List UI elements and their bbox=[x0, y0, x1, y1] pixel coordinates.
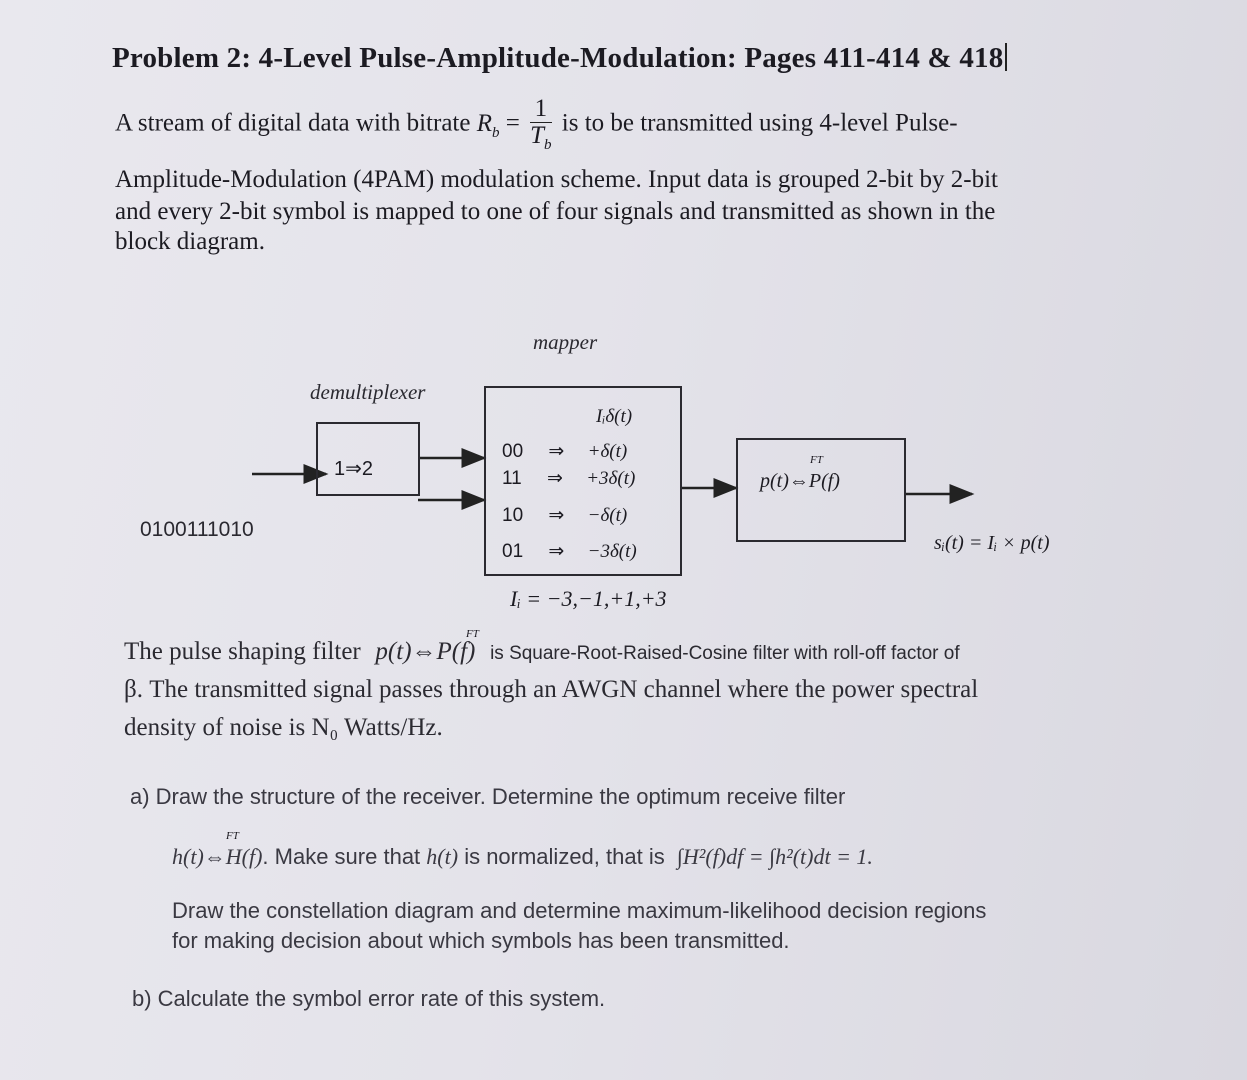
intro-line-1-pre: A stream of digital data with bitrate bbox=[115, 109, 471, 137]
mapping-bits: 01 bbox=[502, 541, 524, 562]
mapping-row-3 bbox=[502, 540, 637, 563]
mapping-signal: −δ(t) bbox=[587, 505, 628, 526]
input-bitstream: 0100111010 bbox=[140, 518, 254, 541]
filter-para-line-1 bbox=[124, 638, 960, 666]
demux-ratio: 1⇒2 bbox=[334, 458, 374, 480]
mapping-arrow: ⇒ bbox=[548, 441, 565, 462]
question-a-mid: . Make sure that bbox=[262, 844, 421, 869]
question-a-line-4: for making decision about which symbols has been transmitted. bbox=[172, 928, 790, 953]
filter-para-line-2: β. The transmitted signal passes through an AWGN channel where the power spectral bbox=[124, 676, 979, 703]
mapping-bits: 10 bbox=[502, 505, 524, 526]
mapping-bits: 00 bbox=[502, 441, 524, 462]
filter-ft-mark: FT bbox=[810, 454, 823, 466]
mapper-label: mapper bbox=[533, 330, 598, 354]
intro-line-3: and every 2-bit symbol is mapped to one of four signals and transmitted as shown in the bbox=[115, 198, 996, 225]
demultiplexer-label: demultiplexer bbox=[310, 380, 426, 404]
mapping-row-2 bbox=[502, 504, 627, 527]
levels-label: Iᵢ = −3,−1,+1,+3 bbox=[510, 586, 667, 611]
mapping-row-1 bbox=[502, 467, 635, 490]
mapping-signal: +3δ(t) bbox=[586, 468, 636, 489]
bitrate-R: R bbox=[476, 109, 492, 137]
bitrate-sub: b bbox=[492, 124, 500, 141]
mapping-signal: −3δ(t) bbox=[587, 541, 637, 562]
question-ft-mark: FT bbox=[226, 830, 239, 842]
mapper-header: Iᵢδ(t) bbox=[596, 406, 633, 427]
question-a-line-2 bbox=[172, 844, 873, 870]
receive-filter-h: h(t) bbox=[426, 844, 459, 869]
intro-line-4: block diagram. bbox=[115, 228, 265, 255]
filter-para-math: p(t)⇔P(f) bbox=[375, 638, 476, 665]
mapping-arrow: ⇒ bbox=[547, 468, 563, 489]
fraction-sub: b bbox=[544, 137, 552, 154]
question-a-post: is normalized, that is bbox=[464, 844, 665, 869]
output-signal-label: sᵢ(t) = Iᵢ × p(t) bbox=[934, 532, 1050, 554]
question-a-line-3: Draw the constellation diagram and determine maximum-likelihood decision regions bbox=[172, 898, 987, 923]
normalization-equation: ∫H²(f)df = ∫h²(t)dt = 1. bbox=[676, 844, 873, 869]
filter-para-line-3: density of noise is N₀ Watts/Hz. bbox=[124, 714, 443, 741]
intro-line-1-post: is to be transmitted using 4-level Pulse- bbox=[561, 109, 958, 137]
filter-label: p(t)⇔P(f) bbox=[760, 470, 840, 492]
problem-title-text: Problem 2: 4-Level Pulse-Amplitude-Modulation: Pages 411-414 & 418 bbox=[112, 42, 1004, 74]
receive-filter-math: h(t)⇔H(f) bbox=[172, 844, 263, 869]
mapping-signal: +δ(t) bbox=[587, 441, 628, 462]
equals-sign: = bbox=[505, 109, 520, 137]
mapping-arrow: ⇒ bbox=[548, 505, 565, 526]
fraction-T: T bbox=[530, 122, 545, 150]
mapping-bits: 11 bbox=[502, 468, 522, 489]
mapping-row-0 bbox=[502, 440, 627, 463]
intro-line-2: Amplitude-Modulation (4PAM) modulation scheme. Input data is grouped 2-bit by 2-bit bbox=[115, 166, 998, 193]
para-ft-mark: FT bbox=[466, 628, 479, 640]
question-b: b) Calculate the symbol error rate of this system. bbox=[132, 986, 606, 1011]
question-a-line-1: a) Draw the structure of the receiver. Determine the optimum receive filter bbox=[130, 784, 846, 809]
fraction-numerator: 1 bbox=[530, 96, 551, 123]
filter-para-pre: The pulse shaping filter bbox=[124, 638, 361, 665]
mapping-arrow: ⇒ bbox=[548, 541, 565, 562]
filter-para-post: is Square-Root-Raised-Cosine filter with roll-off factor of bbox=[490, 643, 960, 664]
